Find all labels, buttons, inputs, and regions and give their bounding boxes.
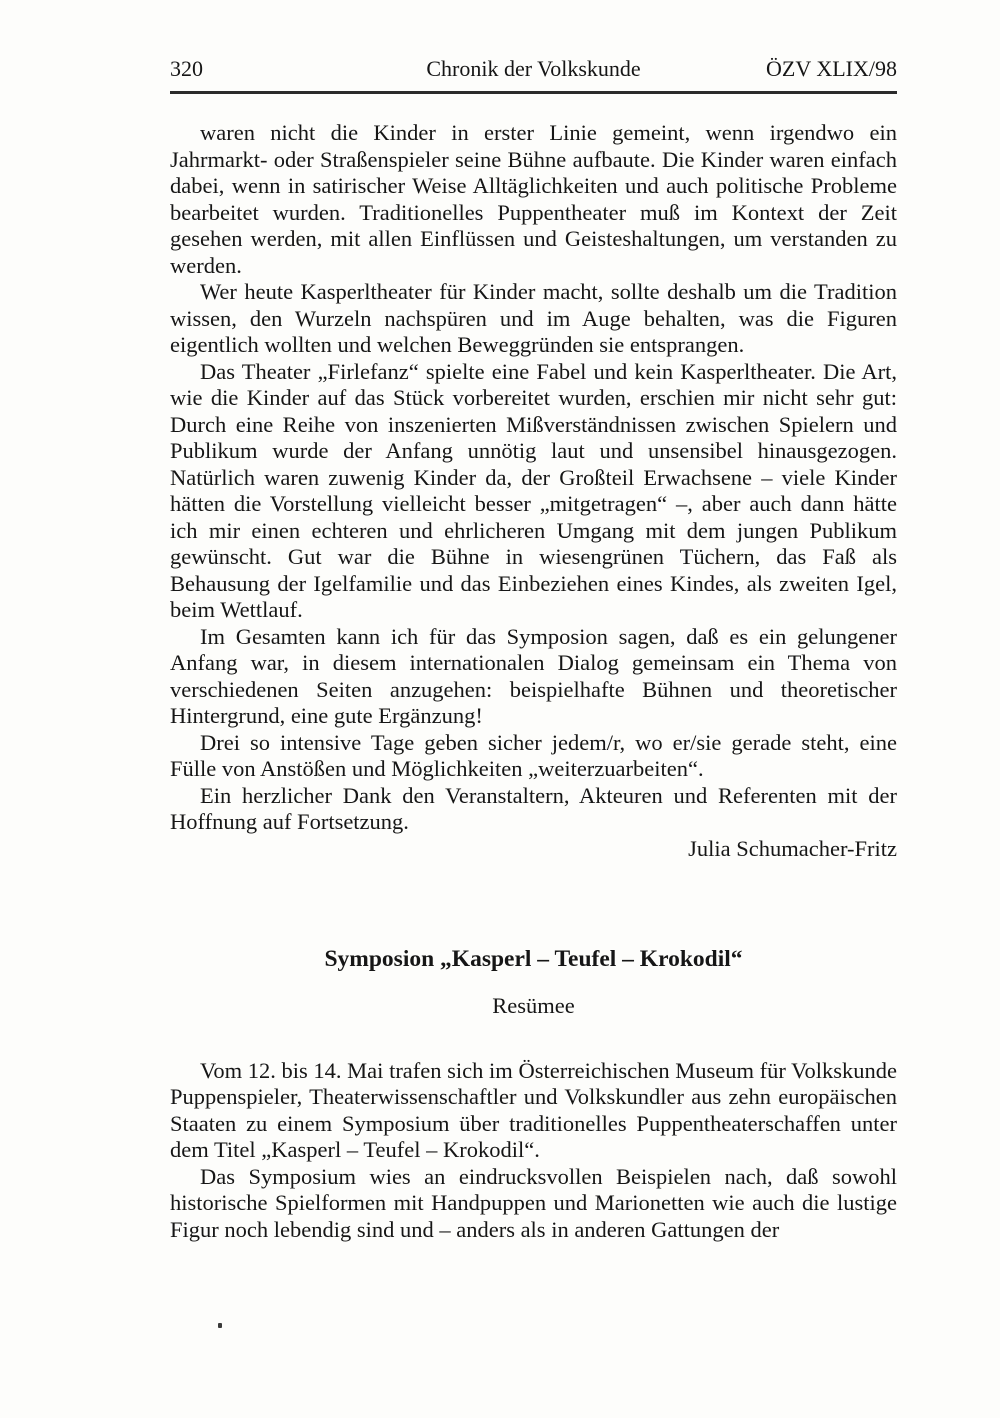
running-title: Chronik der Volkskunde bbox=[426, 56, 641, 81]
paragraph: Das Theater „Firlefanz“ spielte eine Fabel und kein Kasperltheater. Die Art, wie die Kinder auf das Stück vorbereitet wurden, erschien mir nicht sehr gut: Durch eine Reihe von inszenierten Mißverständnissen zwischen Spielern und Publikum wurde der Anfang unnötig laut und unsensibel hinausgezogen. Natürlich waren zuwenig Kinder da, der Großteil Erwachsene – viele Kinder hätten die Vorstellung vielleicht besser „mitgetragen“ –, aber auch dann hätte ich mir einen echteren und ehrlicheren Umgang mit dem jungen Publikum gewünscht. Gut war die Bühne in wiesengrünen Tüchern, das Faß als Behausung der Igelfamilie und das Einbeziehen eines Kindes, als zweiten Igel, beim Wettlauf. bbox=[170, 358, 897, 622]
paragraph: Wer heute Kasperltheater für Kinder macht, sollte deshalb um die Tradition wissen, den Wurzeln nachspüren und im Auge behalten, was die Figuren eigentlich wollten und welchen Beweggründen sie entsprangen. bbox=[170, 279, 897, 357]
page-header bbox=[170, 56, 897, 82]
paragraph: Drei so intensive Tage geben sicher jedem/r, wo er/sie gerade steht, eine Fülle von Anstößen und Möglichkeiten „weiterzuarbeiten“. bbox=[170, 729, 897, 781]
header-rule bbox=[170, 91, 897, 94]
section-subtitle: Resümee bbox=[492, 993, 575, 1018]
paragraph: Vom 12. bis 14. Mai trafen sich im Österreichischen Museum für Volkskunde Puppenspieler, Theaterwissenschaftler und Volkskundler aus zehn europäischen Staaten zu einem Symposium über traditionelles Puppentheaterschaffen unter dem Titel „Kasperl – Teufel – Krokodil“. bbox=[170, 1057, 897, 1162]
scan-artifact-dot bbox=[218, 1323, 222, 1328]
paragraph-continuation: waren nicht die Kinder in erster Linie gemeint, wenn irgendwo ein Jahrmarkt- oder Straßenspieler seine Bühne aufbaute. Die Kinder waren einfach dabei, wenn in satirischer Weise Alltäglichkeiten und auch politische Probleme bearbeitet wurden. Traditionelles Puppentheater muß im Kontext der Zeit gesehen werden, mit allen Einflüssen und Geisteshaltungen, um verstanden zu werden. bbox=[170, 120, 897, 278]
paragraph-incomplete: Das Symposium wies an eindrucksvollen Beispielen nach, daß sowohl historische Spielformen mit Handpuppen und Marionetten wie auch die lustige Figur noch lebendig sind und – anders als in anderen Gattungen der bbox=[170, 1163, 897, 1242]
paragraph: Ein herzlicher Dank den Veranstaltern, Akteuren und Referenten mit der Hoffnung auf Fortsetzung. bbox=[170, 782, 897, 834]
page-number: 320 bbox=[170, 56, 203, 81]
author-signature: Julia Schumacher-Fritz bbox=[688, 835, 897, 861]
section-title: Symposion „Kasperl – Teufel – Krokodil“ bbox=[324, 946, 743, 972]
issue-label: ÖZV XLIX/98 bbox=[766, 56, 897, 81]
paragraph: Im Gesamten kann ich für das Symposion sagen, daß es ein gelungener Anfang war, in diesem internationalen Dialog gemeinsam ein Thema von verschiedenen Seiten anzugehen: beispielhafte Bühnen und theoretischer Hintergrund, eine gute Ergänzung! bbox=[170, 623, 897, 728]
article-body bbox=[170, 120, 897, 1243]
